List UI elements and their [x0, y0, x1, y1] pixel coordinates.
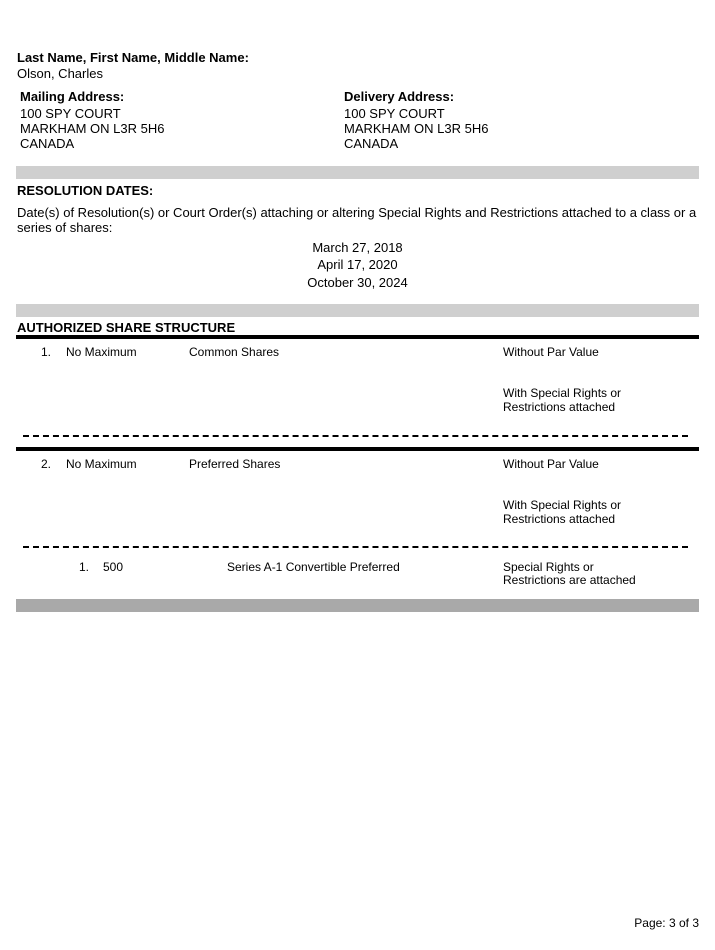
share-class-name: Preferred Shares	[189, 457, 281, 471]
resolution-date-3: October 30, 2024	[307, 275, 408, 290]
name-value: Olson, Charles	[17, 66, 103, 81]
mailing-address-line-3: CANADA	[20, 136, 75, 151]
section-rule	[16, 335, 699, 339]
share-class-special-rights: Restrictions attached	[503, 512, 616, 526]
resolution-date-2: April 17, 2020	[317, 257, 398, 272]
series-rights: Special Rights or	[503, 560, 594, 574]
delivery-address-label: Delivery Address:	[344, 89, 455, 104]
name-label: Last Name, First Name, Middle Name:	[17, 50, 249, 65]
share-class-special-rights: Restrictions attached	[503, 400, 616, 414]
series-name: Series A-1 Convertible Preferred	[227, 560, 400, 574]
mailing-address-line-1: 100 SPY COURT	[20, 106, 121, 121]
share-class-number: 1.	[41, 345, 52, 359]
dashed-separator	[23, 546, 688, 548]
dashed-separator	[23, 435, 688, 437]
share-structure-heading: AUTHORIZED SHARE STRUCTURE	[17, 320, 236, 335]
section-rule	[16, 447, 699, 451]
share-class-par-value: Without Par Value	[503, 457, 599, 471]
series-maximum: 500	[103, 560, 124, 574]
resolution-description: Date(s) of Resolution(s) or Court Order(s) attaching or altering Special Rights and Restrictions attached to a class or a series of shares:	[17, 205, 697, 235]
section-divider-bar	[16, 304, 699, 317]
resolution-date-1: March 27, 2018	[312, 240, 403, 255]
series-rights: Restrictions are attached	[503, 573, 636, 587]
share-class-maximum: No Maximum	[66, 457, 137, 471]
series-number: 1.	[79, 560, 90, 574]
share-class-name: Common Shares	[189, 345, 280, 359]
share-class-maximum: No Maximum	[66, 345, 137, 359]
share-class-number: 2.	[41, 457, 52, 471]
delivery-address-line-3: CANADA	[344, 136, 399, 151]
delivery-address-line-2: MARKHAM ON L3R 5H6	[344, 121, 489, 136]
mailing-address-label: Mailing Address:	[20, 89, 125, 104]
share-class-special-rights: With Special Rights or	[503, 498, 622, 512]
section-divider-bar	[16, 166, 699, 179]
section-end-bar	[16, 599, 699, 612]
delivery-address-line-1: 100 SPY COURT	[344, 106, 445, 121]
resolution-heading: RESOLUTION DATES:	[17, 183, 154, 198]
mailing-address-line-2: MARKHAM ON L3R 5H6	[20, 121, 165, 136]
share-class-par-value: Without Par Value	[503, 345, 599, 359]
page-number: Page: 3 of 3	[634, 916, 699, 930]
share-class-special-rights: With Special Rights or	[503, 386, 622, 400]
